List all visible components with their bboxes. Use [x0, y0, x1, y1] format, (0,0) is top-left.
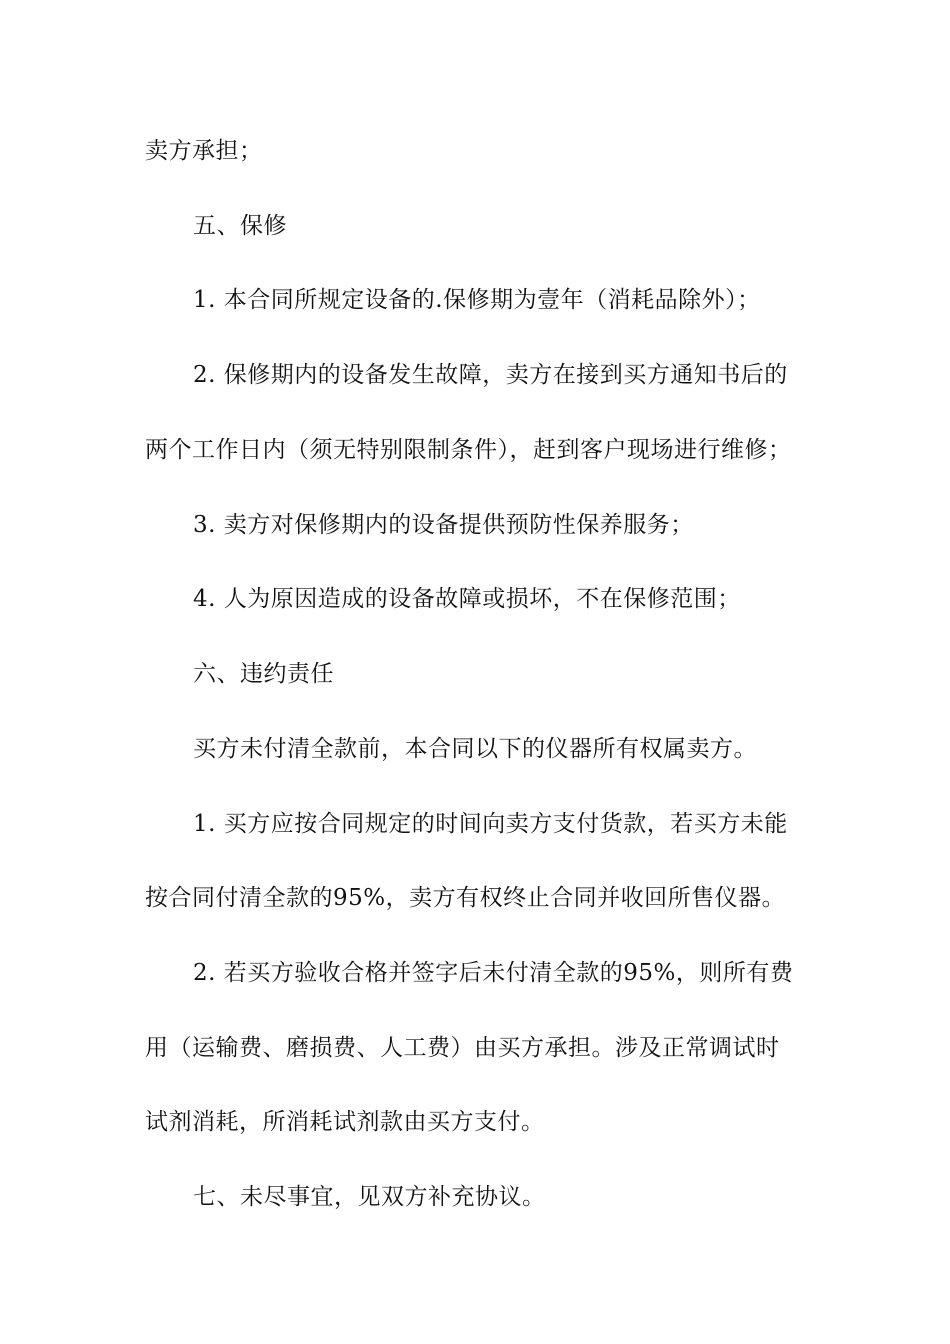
- text-line-9: 买方未付清全款前，本合同以下的仪器所有权属卖方。: [193, 736, 757, 762]
- section-heading-warranty: 五、保修: [193, 213, 287, 239]
- text-line-3: 1. 本合同所规定设备的.保修期为壹年（消耗品除外）；: [193, 287, 761, 313]
- text-line-7: 4. 人为原因造成的设备故障或损坏，不在保修范围；: [193, 586, 741, 612]
- text-line-13: 用（运输费、磨损费、人工费）由买方承担。涉及正常调试时: [145, 1035, 780, 1061]
- text-line-11: 按合同付清全款的95%，卖方有权终止合同并收回所售仪器。: [145, 885, 786, 911]
- text-line-10: 1. 买方应按合同规定的时间向卖方支付货款，若买方未能: [193, 811, 788, 837]
- text-line-4: 2. 保修期内的设备发生故障，卖方在接到买方通知书后的: [193, 362, 788, 388]
- text-line-1: 卖方承担；: [145, 138, 263, 164]
- text-line-12: 2. 若买方验收合格并签字后未付清全款的95%，则所有费: [193, 960, 794, 986]
- text-line-14: 试剂消耗，所消耗试剂款由买方支付。: [145, 1109, 545, 1135]
- section-heading-liability: 六、违约责任: [193, 661, 334, 687]
- section-heading-other: 七、未尽事宜，见双方补充协议。: [193, 1184, 546, 1210]
- text-line-6: 3. 卖方对保修期内的设备提供预防性保养服务；: [193, 512, 694, 538]
- text-line-5: 两个工作日内（须无特别限制条件），赶到客户现场进行维修；: [145, 437, 792, 463]
